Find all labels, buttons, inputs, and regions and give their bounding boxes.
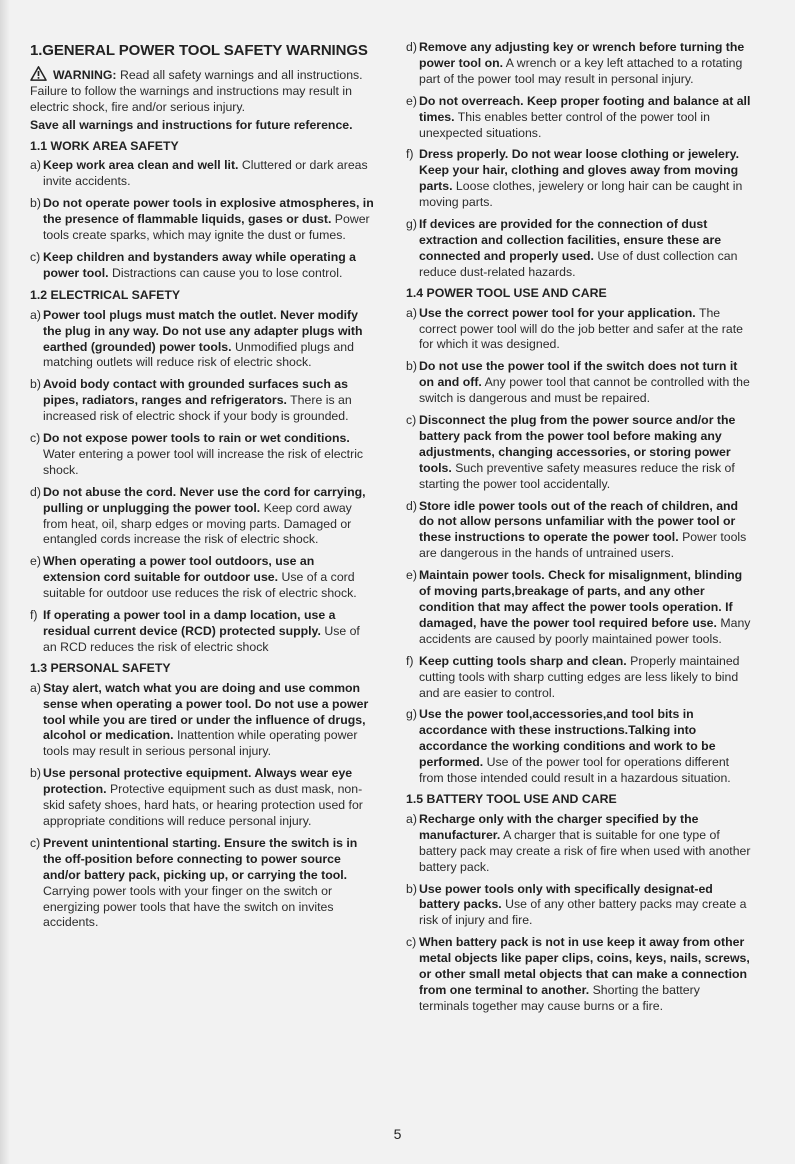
tool-use-item-f [406,654,752,702]
item-letter: f) [406,653,414,668]
personal-item-g [406,217,752,281]
item-letter: e) [30,554,41,569]
warning-text: Read all safety warnings and all instructions. Failure to follow the warnings and instructions may result in electric shock, fire and/or serious injury. [30,67,363,114]
electrical-item-d [30,485,375,549]
tool-use-item-g [406,707,752,787]
electrical-item-a [30,308,375,372]
item-bold: Keep work area clean and well lit. [43,158,239,173]
warning-label: WARNING: [53,67,117,82]
electrical-item-f [30,608,375,656]
item-text: Use of any other battery packs may create a risk of injury and fire. [419,897,747,928]
item-text: Use of an RCD reduces the risk of electric shock [43,624,360,654]
item-text: Many accidents are caused by poorly maintained power tools. [419,615,751,646]
personal-item-d [406,40,752,88]
personal-item-c [30,836,375,931]
item-bold: Avoid body contact with grounded surfaces such as pipes, radiators, ranges and refrigerators. [43,377,348,408]
item-text: This enables better control of the power tool in unexpected situations. [419,109,710,140]
item-letter: f) [406,147,414,162]
item-bold: Keep children and bystanders away while operating a power tool. [43,249,356,280]
page-title: 1.GENERAL POWER TOOL SAFETY WARNINGS [30,42,368,59]
item-bold: Do not use the power tool if the switch does not turn it on and off. [419,359,738,390]
item-text: Shorting the battery terminals together may cause burns or a fire. [419,982,700,1013]
battery-item-c [406,935,752,1015]
item-letter: c) [30,431,41,446]
save-note: Save all warnings and instructions for future reference. [30,117,353,132]
item-bold: Store idle power tools out of the reach of children, and do not allow persons unfamiliar with the power tool or these instructions to operate the power tool. [419,498,739,545]
right-column [406,40,752,1021]
warning-triangle-icon [30,66,47,81]
work-area-item-a [30,158,375,190]
section-heading-tool-use: 1.4 POWER TOOL USE AND CARE [406,285,607,300]
item-letter: a) [30,307,41,322]
item-bold: If operating a power tool in a damp location, use a residual current device (RCD) protected supply. [43,608,336,638]
item-bold: Do not operate power tools in explosive atmospheres, in the presence of flammable liquids, gases or dust. [43,196,374,227]
item-text: Power tools create sparks, which may ignite the dust or fumes. [43,212,370,243]
item-letter: e) [406,93,417,108]
tool-use-item-e [406,568,752,648]
item-text: Power tools are dangerous in the hands of untrained users. [419,530,747,561]
section-heading-work-area: 1.1 WORK AREA SAFETY [30,138,179,153]
item-text: Such preventive safety measures reduce the risk of starting the power tool accidentally. [419,460,735,491]
item-letter: c) [30,249,41,264]
item-letter: g) [406,217,417,232]
electrical-item-e [30,554,375,602]
section-heading-battery: 1.5 BATTERY TOOL USE AND CARE [406,791,617,806]
personal-item-a [30,681,375,761]
item-letter: b) [406,359,417,374]
tool-use-item-b [406,359,752,407]
item-text: Carrying power tools with your finger on the switch or energizing power tools that have the switch on invites accidents. [43,883,334,930]
battery-item-b [406,882,752,930]
item-text: The correct power tool will do the job better and safer at the rate for which it was designed. [419,305,743,352]
item-bold: When battery pack is not in use keep it away from other metal objects like paper clips, coins, keys, nails, screws, or other small metal objects that can make a connection from one terminal to another. [419,935,750,997]
item-text: Any power tool that cannot be controlled with the switch is dangerous and must be repaired. [419,375,750,406]
item-bold: Use personal protective equipment. Always wear eye protection. [43,766,353,797]
section-heading-electrical: 1.2 ELECTRICAL SAFETY [30,287,181,302]
item-letter: b) [30,766,41,781]
item-bold: Do not abuse the cord. Never use the cord for carrying, pulling or unplugging the power tool. [43,484,366,515]
section-heading-personal: 1.3 PERSONAL SAFETY [30,660,171,675]
tool-use-item-c [406,413,752,493]
item-text: Use of dust collection can reduce dust-related hazards. [419,248,738,279]
item-text: Water entering a power tool will increase the risk of electric shock. [43,446,364,477]
tool-use-item-a [406,306,752,354]
item-text: Inattention while operating power tools may result in serious personal injury. [43,728,358,759]
item-letter: c) [406,413,417,428]
item-text: Use of a cord suitable for outdoor use reduces the risk of electric shock. [43,570,357,601]
item-letter: b) [30,377,41,392]
item-bold: Remove any adjusting key or wrench before turning the power tool on. [419,40,745,70]
item-letter: a) [30,680,41,695]
item-bold: Stay alert, watch what you are doing and use common sense when operating a power tool. Do not use a power tool while you are tired or under the influence of drugs, alcohol or medication. [43,680,369,743]
page-number: 5 [393,1126,402,1142]
item-letter: b) [30,196,41,211]
item-text: Cluttered or dark areas invite accidents. [43,158,368,189]
item-bold: If devices are provided for the connection of dust extraction and collection facilities, ensure these are connected and properly used. [419,217,722,263]
personal-item-f [406,147,752,211]
item-bold: Use power tools only with specifically designat-ed battery packs. [419,881,713,912]
electrical-item-b [30,377,375,425]
item-letter: d) [406,40,417,54]
item-letter: e) [406,568,417,583]
work-area-item-b [30,196,375,244]
item-letter: d) [406,498,417,513]
item-letter: b) [406,881,417,896]
warning-paragraph [30,66,375,116]
item-letter: c) [406,935,417,950]
item-text: A charger that is suitable for one type of battery pack may create a risk of fire when used with another battery pack. [419,827,751,874]
item-text: A wrench or a key left attached to a rotating part of the power tool may result in personal injury. [419,55,743,86]
personal-item-b [30,766,375,830]
personal-item-e [406,94,752,142]
item-letter: f) [30,608,38,623]
item-text: Properly maintained cutting tools with sharp cutting edges are less likely to bind and are easier to control. [419,653,740,700]
item-text: Use of the power tool for operations different from those intended could result in a hazardous situation. [419,755,731,786]
item-letter: a) [406,811,417,826]
item-bold: Recharge only with the charger specified by the manufacturer. [419,811,699,842]
item-text: Protective equipment such as dust mask, non-skid safety shoes, hard hats, or hearing protection used for appropriate conditions will reduce personal injury. [43,782,363,828]
item-bold: Dress properly. Do not wear loose clothing or jewelery. Keep your hair, clothing and gloves away from moving parts. [419,147,740,194]
item-bold: Keep cutting tools sharp and clean. [419,653,627,668]
electrical-item-c [30,431,375,479]
item-bold: Maintain power tools. Check for misalignment, blinding of moving parts,breakage of parts, and any other condition that may affect the power tools operation. If damaged, have the power tool required before use. [419,568,743,630]
item-text: Distractions can cause you to lose control. [112,265,343,280]
item-text: There is an increased risk of electric shock if your body is grounded. [43,393,352,424]
left-column [30,40,375,937]
item-text: Loose clothes, jewelery or long hair can be caught in moving parts. [419,179,743,210]
battery-item-a [406,812,752,876]
item-text: Unmodified plugs and matching outlets will reduce risk of electric shock. [43,339,354,370]
item-letter: g) [406,707,417,722]
item-letter: c) [30,835,41,850]
item-bold: Use the power tool,accessories,and tool bits in accordance with these instructions.Talking into accordance the working conditions and work to be performed. [419,707,716,770]
item-bold: Do not expose power tools to rain or wet conditions. [43,431,350,446]
item-letter: a) [406,305,417,320]
work-area-item-c [30,250,375,282]
item-bold: Do not overreach. Keep proper footing and balance at all times. [419,93,751,124]
item-bold: Use the correct power tool for your application. [419,305,696,320]
tool-use-item-d [406,499,752,563]
page-edge-shadow [0,0,10,1164]
item-bold: Disconnect the plug from the power source and/or the battery pack from the power tool before making any adjustments, changing accessories, or storing power tools. [419,413,736,475]
item-bold: Prevent unintentional starting. Ensure the switch is in the off-position before connecting to power source and/or battery pack, picking up, or carrying the tool. [43,835,358,882]
item-text: Keep cord away from heat, oil, sharp edges or moving parts. Damaged or entangled cords increase the risk of electric shock. [43,500,352,547]
item-letter: a) [30,158,41,173]
item-bold: Power tool plugs must match the outlet. Never modify the plug in any way. Do not use any adapter plugs with earthed (grounded) power tools. [43,307,363,354]
item-letter: d) [30,484,41,499]
item-bold: When operating a power tool outdoors, use an extension cord suitable for outdoor use. [43,554,315,585]
